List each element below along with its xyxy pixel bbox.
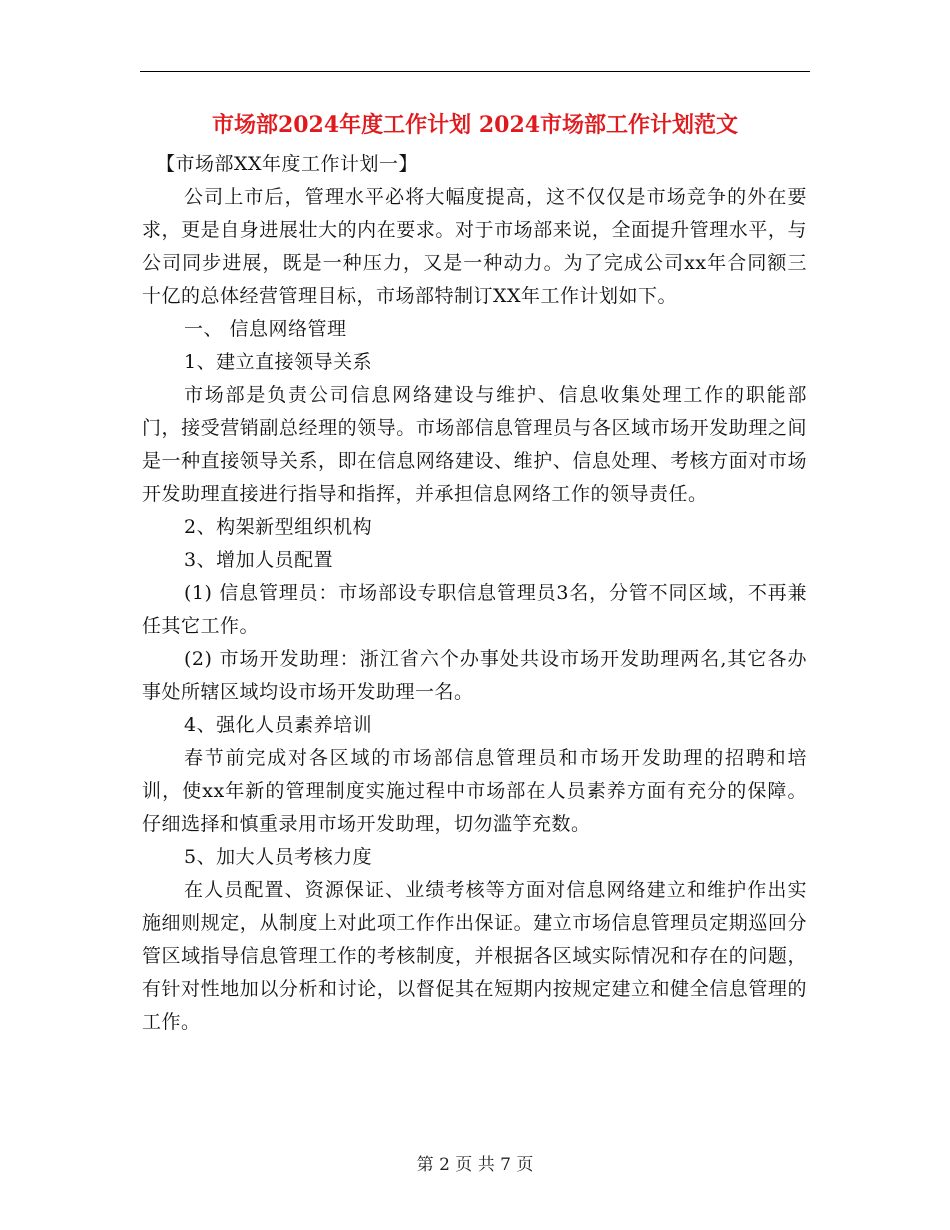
subheading-5: 5、加大人员考核力度 <box>184 846 373 868</box>
paragraph-assessment: 在人员配置、资源保证、业绩考核等方面对信息网络建立和维护作出实施细则规定，从制度上对此项工作作出保证。建立市场信息管理员定期巡回分管区域指导信息管理工作的考核制度，并根据各区域实际情况和存在的问题，有针对性地加以分析和讨论，以督促其在短期内按规定建立和健全信息管理的工作。 <box>142 879 807 1033</box>
paragraph-training: 春节前完成对各区域的市场部信息管理员和市场开发助理的招聘和培训，使xx年新的管理制度实施过程中市场部在人员素养方面有充分的保障。仔细选择和慎重录用市场开发助理，切勿滥竽充数。 <box>142 747 807 835</box>
subheading-4: 4、强化人员素养培训 <box>184 714 373 736</box>
subheading-2: 2、构架新型组织机构 <box>184 516 373 538</box>
page-number: 第 2 页 共 7 页 <box>416 1155 534 1175</box>
paragraph-intro: 公司上市后，管理水平必将大幅度提高，这不仅仅是市场竞争的外在要求，更是自身进展壮大的内在要求。对于市场部来说，全面提升管理水平，与公司同步进展，既是一种压力，又是一种动力。为了完成公司xx年合同额三十亿的总体经营管理目标，市场部特制订XX年工作计划如下。 <box>142 186 807 307</box>
heading-info-network: 一、 信息网络管理 <box>184 318 347 340</box>
section-label: 【市场部XX年度工作计划一】 <box>156 153 419 175</box>
document-title: 市场部2024年度工作计划 2024市场部工作计划范文 <box>211 112 739 138</box>
subheading-3: 3、增加人员配置 <box>184 549 334 571</box>
document-body <box>142 148 807 1039</box>
paragraph-staff-2: (2) 市场开发助理：浙江省六个办事处共设市场开发助理两名,其它各办事处所辖区域均设市场开发助理一名。 <box>142 648 807 703</box>
paragraph-staff-1: (1) 信息管理员：市场部设专职信息管理员3名，分管不同区域，不再兼任其它工作。 <box>142 582 807 637</box>
subheading-1: 1、建立直接领导关系 <box>184 351 373 373</box>
header-rule <box>140 71 810 72</box>
paragraph-leadership: 市场部是负责公司信息网络建设与维护、信息收集处理工作的职能部门，接受营销副总经理的领导。市场部信息管理员与各区域市场开发助理之间是一种直接领导关系，即在信息网络建设、维护、信息处理、考核方面对市场开发助理直接进行指导和指挥，并承担信息网络工作的领导责任。 <box>142 384 807 505</box>
